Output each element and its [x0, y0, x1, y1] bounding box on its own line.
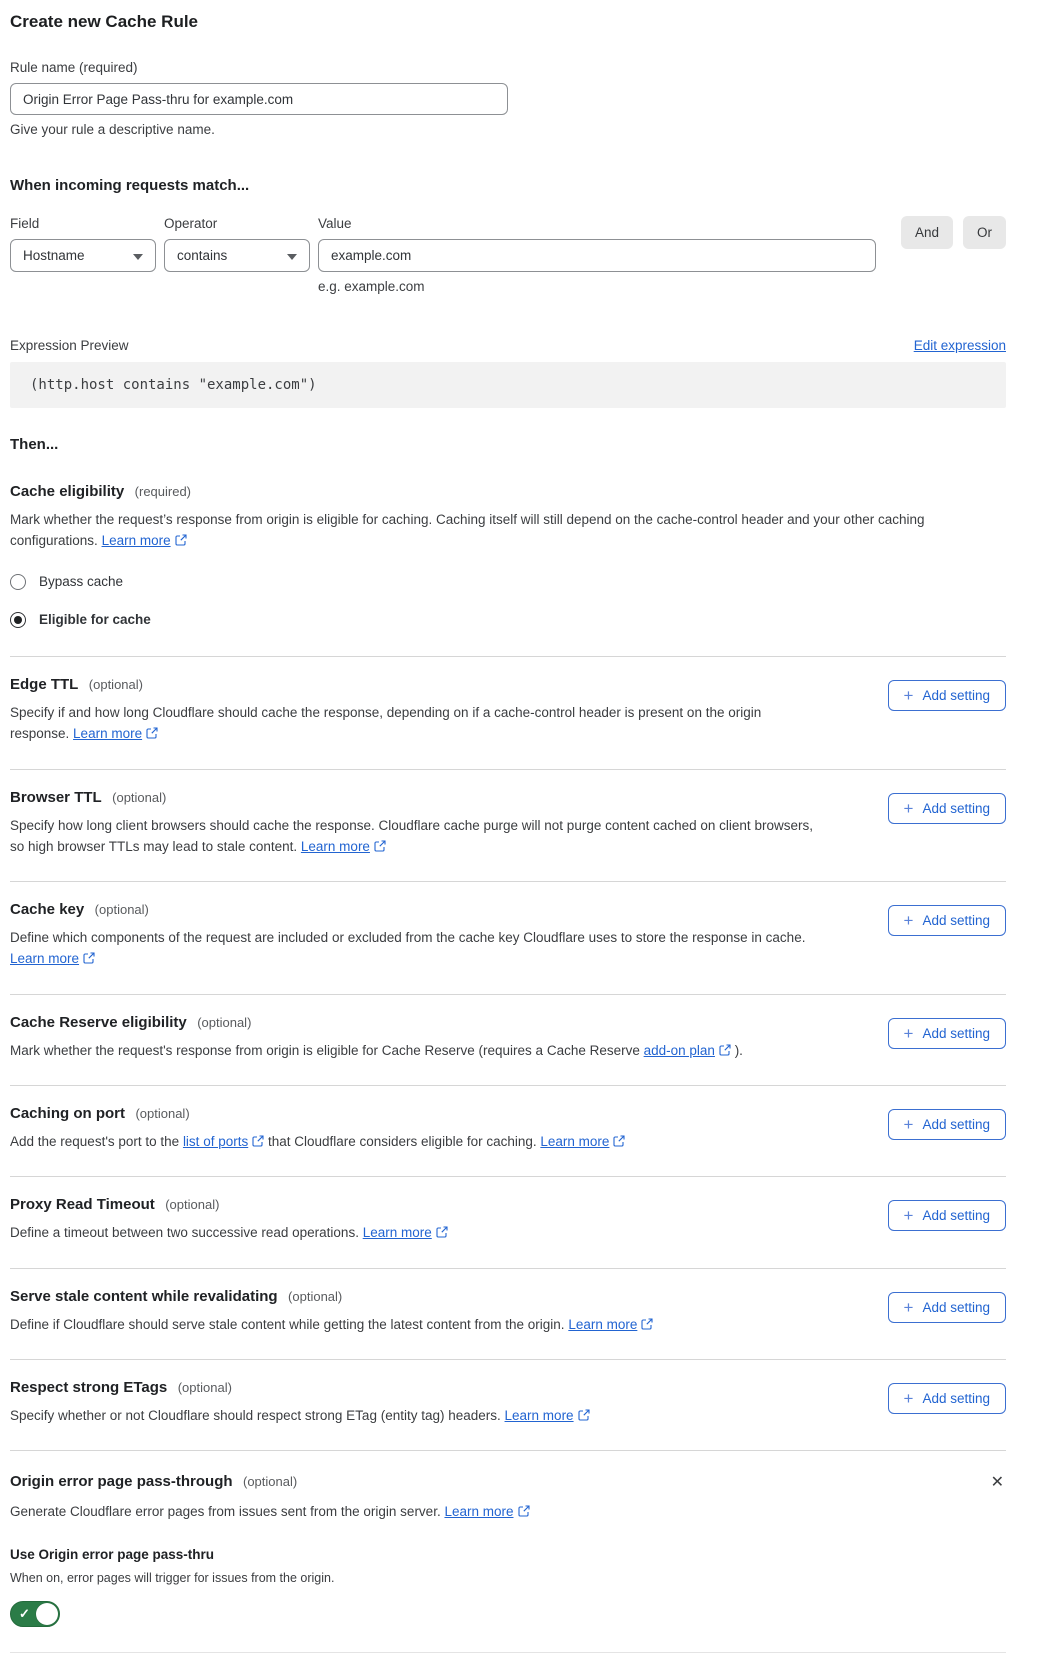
add-setting-button[interactable] — [888, 1018, 1006, 1049]
section-description-text: Specify how long client browsers should cache the response. Cloudflare cache purge will not purge content cached on client browsers, so high browser TTLs may lead to stale content. — [10, 817, 813, 854]
operator-select[interactable] — [164, 239, 310, 272]
setting-description — [10, 1040, 743, 1061]
external-link-icon — [637, 1317, 653, 1332]
edit-expression-link[interactable]: Edit expression — [913, 338, 1006, 353]
chevron-down-icon — [287, 254, 297, 260]
optional-tag: (optional) — [242, 1474, 298, 1490]
expression-code: (http.host contains "example.com") — [10, 362, 1006, 408]
setting-section — [10, 769, 1006, 882]
setting-description — [10, 1131, 625, 1152]
radio-icon — [10, 574, 26, 590]
radio-selected-icon — [10, 612, 26, 628]
optional-tag: (optional) — [177, 1380, 232, 1396]
learn-more-link[interactable]: Learn more — [300, 838, 370, 854]
setting-description — [10, 702, 822, 745]
then-heading: Then... — [10, 436, 59, 453]
add-setting-label: Add setting — [922, 1208, 990, 1224]
origin-error-page-passthru-toggle[interactable] — [10, 1601, 60, 1627]
external-link-icon — [171, 533, 187, 548]
inline-link[interactable]: list of ports — [182, 1134, 249, 1150]
add-setting-label: Add setting — [922, 800, 990, 816]
external-link-icon — [574, 1408, 590, 1423]
match-heading: When incoming requests match... — [10, 177, 250, 194]
rule-name-label: Rule name (required) — [10, 60, 138, 75]
radio-option-eligible-for-cache[interactable] — [10, 612, 1006, 628]
add-setting-button[interactable] — [888, 1383, 1006, 1414]
radio-option-bypass-cache[interactable] — [10, 574, 1006, 590]
add-setting-button[interactable] — [888, 1200, 1006, 1231]
field-column — [10, 216, 156, 272]
setting-description — [10, 1314, 653, 1335]
rule-name-input[interactable] — [10, 83, 508, 115]
learn-more-link[interactable]: Learn more — [568, 1316, 638, 1332]
external-link-icon — [432, 1225, 448, 1240]
origin-toggle-description: When on, error pages will trigger for issues from the origin. — [10, 1571, 335, 1586]
setting-section — [10, 1359, 1006, 1450]
learn-more-link[interactable]: Learn more — [101, 532, 171, 548]
setting-title: Proxy Read Timeout — [10, 1196, 155, 1214]
section-description-text: Define a timeout between two successive read operations. — [10, 1225, 363, 1241]
external-link-icon — [609, 1134, 625, 1149]
value-label: Value — [318, 216, 352, 231]
add-setting-button[interactable] — [888, 1109, 1006, 1140]
cache-eligibility-description — [10, 510, 1000, 552]
add-setting-label: Add setting — [922, 1025, 990, 1041]
learn-more-link[interactable]: Learn more — [10, 951, 80, 967]
setting-section — [10, 881, 1006, 994]
external-link-icon — [715, 1043, 731, 1058]
add-setting-button[interactable] — [888, 1292, 1006, 1323]
radio-label: Bypass cache — [39, 574, 124, 590]
external-link-icon — [370, 839, 386, 854]
or-button[interactable]: Or — [963, 216, 1006, 249]
setting-section — [10, 994, 1006, 1085]
setting-description — [10, 927, 822, 970]
setting-section — [10, 656, 1006, 769]
add-setting-label: Add setting — [922, 1391, 990, 1407]
setting-section — [10, 1176, 1006, 1267]
operator-column — [164, 216, 310, 272]
value-hint: e.g. example.com — [318, 279, 425, 294]
add-setting-button[interactable] — [888, 680, 1006, 711]
setting-section — [10, 1268, 1006, 1359]
setting-title: Cache key — [10, 901, 85, 919]
toggle-knob — [36, 1603, 58, 1625]
optional-settings-list — [10, 656, 1006, 1451]
value-column — [318, 216, 876, 294]
external-link-icon — [514, 1504, 530, 1519]
add-setting-button[interactable] — [888, 905, 1006, 936]
setting-section — [10, 1085, 1006, 1176]
plus-icon: + — [903, 1115, 914, 1135]
learn-more-link[interactable]: Learn more — [362, 1225, 432, 1241]
section-description-text: that Cloudflare considers eligible for caching. — [264, 1134, 541, 1150]
field-select[interactable] — [10, 239, 156, 272]
setting-title: Respect strong ETags — [10, 1379, 168, 1397]
learn-more-link[interactable]: Learn more — [540, 1134, 610, 1150]
and-button[interactable]: And — [901, 216, 953, 249]
plus-icon: + — [903, 1389, 914, 1409]
rule-name-help: Give your rule a descriptive name. — [10, 122, 215, 137]
value-input[interactable] — [318, 239, 876, 272]
external-link-icon — [79, 951, 95, 966]
optional-tag: (optional) — [88, 676, 143, 692]
operator-label: Operator — [164, 216, 218, 231]
add-setting-button[interactable] — [888, 793, 1006, 824]
optional-tag: (optional) — [112, 789, 167, 805]
setting-title: Cache Reserve eligibility — [10, 1013, 187, 1031]
plus-icon: + — [903, 1297, 914, 1317]
plus-icon: + — [903, 911, 914, 931]
origin-card-description — [10, 1502, 1006, 1523]
cache-eligibility-description-text: Mark whether the request’s response from origin is eligible for caching. Caching itself will still depend on the cache-control header and your other caching configurations. — [10, 512, 925, 548]
learn-more-link[interactable]: Learn more — [444, 1504, 514, 1520]
cache-eligibility-block — [10, 483, 1006, 628]
chevron-down-icon — [133, 254, 143, 260]
section-description-text: Define which components of the request are included or excluded from the cache key Cloudflare uses to store the response in cache. — [10, 930, 806, 946]
plus-icon: + — [903, 1023, 914, 1043]
section-description-text: Specify whether or not Cloudflare should respect strong ETag (entity tag) headers. — [10, 1408, 505, 1424]
expression-preview-label: Expression Preview — [10, 338, 129, 353]
setting-title: Caching on port — [10, 1105, 125, 1123]
check-icon: ✓ — [19, 1606, 30, 1622]
origin-toggle-title: Use Origin error page pass-thru — [10, 1547, 215, 1563]
section-description-text: Add the request's port to the — [10, 1134, 183, 1150]
radio-label: Eligible for cache — [39, 612, 151, 628]
plus-icon: + — [903, 1206, 914, 1226]
add-setting-label: Add setting — [922, 1299, 990, 1315]
setting-description — [10, 1222, 448, 1243]
external-link-icon — [142, 726, 158, 741]
setting-description — [10, 1405, 590, 1426]
inline-link[interactable]: add-on plan — [643, 1042, 715, 1058]
optional-tag: (optional) — [135, 1106, 190, 1122]
optional-tag: (optional) — [197, 1014, 252, 1030]
origin-error-page-passthrough-card — [10, 1450, 1006, 1653]
field-select-value: Hostname — [23, 248, 85, 263]
page-title: Create new Cache Rule — [10, 12, 199, 31]
plus-icon: + — [903, 798, 914, 818]
optional-tag: (optional) — [165, 1197, 220, 1213]
section-description-text: Specify if and how long Cloudflare should cache the response, depending on if a cache-control header is present on the origin response. — [10, 704, 762, 742]
create-cache-rule-form — [10, 0, 1006, 1653]
optional-tag: (optional) — [288, 1288, 343, 1304]
setting-description — [10, 815, 822, 858]
optional-tag: (optional) — [94, 902, 149, 918]
add-setting-label: Add setting — [922, 913, 990, 929]
origin-card-title: Origin error page pass-through — [10, 1473, 233, 1491]
learn-more-link[interactable]: Learn more — [504, 1408, 574, 1424]
plus-icon: + — [903, 685, 914, 705]
section-description-text: ). — [730, 1042, 743, 1058]
setting-title: Edge TTL — [10, 675, 79, 693]
origin-card-description-text: Generate Cloudflare error pages from issues sent from the origin server. — [10, 1504, 445, 1520]
cache-eligibility-title: Cache eligibility — [10, 483, 125, 500]
add-setting-label: Add setting — [922, 1117, 990, 1133]
required-tag: (required) — [134, 484, 192, 499]
section-description-text: Mark whether the request's response from origin is eligible for Cache Reserve (requires a Cache Reserve — [10, 1042, 644, 1058]
expression-block — [10, 338, 1006, 408]
setting-title: Serve stale content while revalidating — [10, 1287, 278, 1305]
external-link-icon — [248, 1134, 264, 1149]
close-icon[interactable]: ✕ — [990, 1474, 1004, 1492]
learn-more-link[interactable]: Learn more — [73, 726, 143, 742]
add-setting-label: Add setting — [922, 687, 990, 703]
match-block — [10, 177, 1006, 294]
rule-name-block — [10, 60, 1006, 137]
field-label: Field — [10, 216, 40, 231]
section-description-text: Define if Cloudflare should serve stale content while getting the latest content from the origin. — [10, 1316, 569, 1332]
operator-select-value: contains — [177, 248, 228, 263]
setting-title: Browser TTL — [10, 788, 102, 806]
